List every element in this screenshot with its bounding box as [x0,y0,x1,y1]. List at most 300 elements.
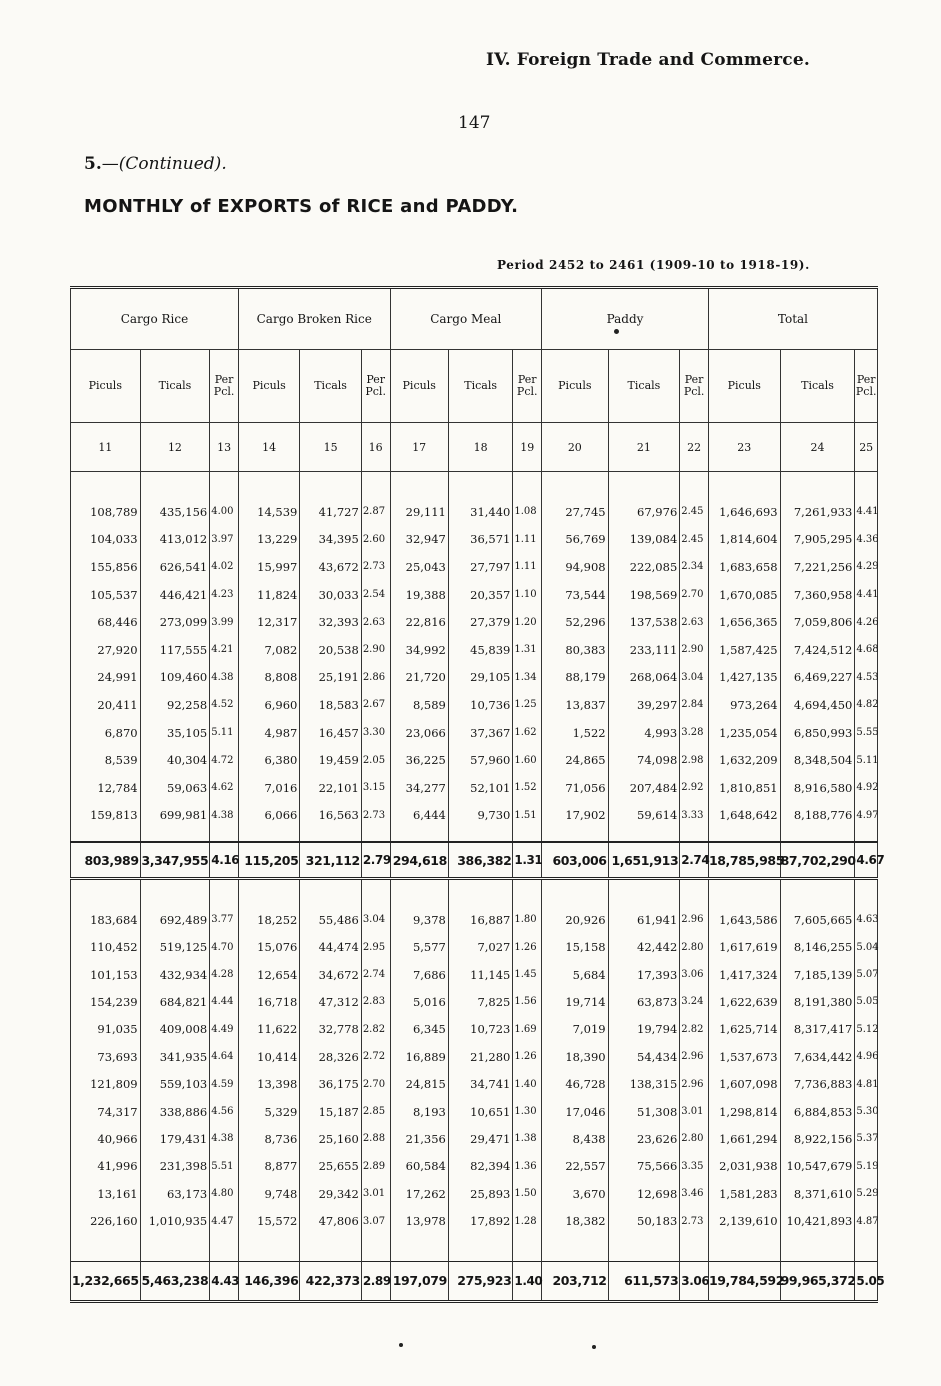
value-cell: 45,839 [448,636,513,664]
per-picul-cell: 4.41 [855,498,878,526]
value-cell: 1,235,054 [708,719,780,747]
per-picul-cell: 3.33 [680,802,709,830]
value-cell: 226,160 [71,1207,141,1234]
per-picul-cell: 2.67 [361,691,390,719]
value-cell: 105,537 [71,581,141,609]
table-row [71,1207,878,1234]
value-cell: 1,607,098 [708,1070,780,1097]
per-picul-cell: 2.85 [361,1098,390,1125]
empty-cell [708,829,780,842]
value-cell: 16,718 [238,988,299,1015]
column-number: 18 [448,423,513,472]
per-picul-cell: 4.26 [855,608,878,636]
value-cell: 27,920 [71,636,141,664]
value-cell: 2,139,610 [708,1207,780,1234]
value-cell: 9,748 [238,1180,299,1207]
value-cell: 1,651,913 [608,842,680,879]
value-cell: 92,258 [140,691,210,719]
per-picul-cell: 1.34 [513,664,542,692]
column-header: Ticals [448,350,513,423]
ink-dot [592,1345,596,1349]
value-cell: 17,892 [448,1207,513,1234]
per-picul-cell: 4.63 [855,906,878,933]
table-number: 5. [84,154,102,174]
value-cell: 29,342 [300,1180,361,1207]
value-cell: 7,905,295 [780,526,855,554]
per-picul-cell: 4.02 [210,553,239,581]
value-cell: 41,727 [300,498,361,526]
per-picul-cell: 4.64 [210,1043,239,1070]
per-picul-cell: 2.73 [361,802,390,830]
per-picul-cell: 4.21 [210,636,239,664]
table-row [71,608,878,636]
value-cell: 6,870 [71,719,141,747]
value-cell: 68,446 [71,608,141,636]
value-cell: 1,648,642 [708,802,780,830]
column-number: 23 [708,423,780,472]
value-cell: 7,360,958 [780,581,855,609]
empty-cell [210,472,239,499]
value-cell: 8,371,610 [780,1180,855,1207]
value-cell: 20,357 [448,581,513,609]
per-picul-cell: 2.80 [680,1125,709,1152]
value-cell: 10,736 [448,691,513,719]
column-number: 15 [300,423,361,472]
per-picul-cell: 3.04 [680,664,709,692]
value-cell: 94,908 [542,553,609,581]
column-number: 16 [361,423,390,472]
column-number: 24 [780,423,855,472]
value-cell: 22,557 [542,1153,609,1180]
empty-cell [680,879,709,907]
per-picul-cell: 2.90 [361,636,390,664]
table-row [71,581,878,609]
per-picul-cell: 1.60 [513,746,542,774]
value-cell: 7,082 [238,636,299,664]
value-cell: 5,577 [390,934,448,961]
table-row [71,961,878,988]
per-picul-cell: 2.82 [680,1016,709,1043]
value-cell: 54,434 [608,1043,680,1070]
per-picul-cell: 5.19 [855,1153,878,1180]
value-cell: 115,205 [238,842,299,879]
empty-cell [855,879,878,907]
table-row [71,906,878,933]
value-cell: 8,191,380 [780,988,855,1015]
empty-cell [542,472,609,499]
empty-cell [680,1235,709,1262]
value-cell: 6,884,853 [780,1098,855,1125]
value-cell: 11,824 [238,581,299,609]
empty-cell [780,472,855,499]
per-picul-cell: 1.20 [513,608,542,636]
per-picul-cell: 1.80 [513,906,542,933]
per-picul-cell: 5.37 [855,1125,878,1152]
spacer-row [71,1235,878,1262]
value-cell: 18,252 [238,906,299,933]
continued-text: —(Continued). [101,154,227,174]
table-title: MONTHLY of EXPORTS of RICE and PADDY. [84,196,519,217]
per-picul-cell: 1.45 [513,961,542,988]
value-cell: 7,185,139 [780,961,855,988]
per-picul-cell: 4.72 [210,746,239,774]
table-row [71,719,878,747]
column-header: Ticals [608,350,680,423]
value-cell: 25,655 [300,1153,361,1180]
per-picul-cell: 4.59 [210,1070,239,1097]
empty-cell [608,1235,680,1262]
table-row [71,1098,878,1125]
empty-cell [855,829,878,842]
value-cell: 40,304 [140,746,210,774]
value-cell: 231,398 [140,1153,210,1180]
value-cell: 15,187 [300,1098,361,1125]
value-cell: 321,112 [300,842,361,879]
spacer-row [71,472,878,499]
value-cell: 25,191 [300,664,361,692]
value-cell: 30,033 [300,581,361,609]
value-cell: 74,098 [608,746,680,774]
per-picul-cell: 3.99 [210,608,239,636]
value-cell: 446,421 [140,581,210,609]
period-label: Period 2452 to 2461 (1909-10 to 1918-19). [497,258,810,272]
value-cell: 34,395 [300,526,361,554]
value-cell: 699,981 [140,802,210,830]
per-picul-cell: 1.62 [513,719,542,747]
empty-cell [71,829,141,842]
value-cell: 519,125 [140,934,210,961]
value-cell: 21,356 [390,1125,448,1152]
per-picul-cell: 2.45 [680,498,709,526]
value-cell: 36,225 [390,746,448,774]
value-cell: 75,566 [608,1153,680,1180]
column-header: Piculs [390,350,448,423]
value-cell: 10,421,893 [780,1207,855,1234]
per-picul-cell: 2.60 [361,526,390,554]
value-cell: 7,424,512 [780,636,855,664]
value-cell: 19,459 [300,746,361,774]
per-picul-cell: 1.11 [513,526,542,554]
per-picul-cell: 2.86 [361,664,390,692]
value-cell: 32,393 [300,608,361,636]
value-cell: 139,084 [608,526,680,554]
value-cell: 8,922,156 [780,1125,855,1152]
empty-cell [708,1235,780,1262]
value-cell: 16,887 [448,906,513,933]
value-cell: 17,262 [390,1180,448,1207]
value-cell: 24,991 [71,664,141,692]
table-row [71,691,878,719]
empty-cell [210,829,239,842]
per-picul-cell: 4.38 [210,664,239,692]
empty-cell [71,1235,141,1262]
per-picul-cell: 1.28 [513,1207,542,1234]
value-cell: 23,626 [608,1125,680,1152]
per-picul-cell: 3.01 [680,1098,709,1125]
empty-cell [780,829,855,842]
empty-cell [71,472,141,499]
value-cell: 9,378 [390,906,448,933]
value-cell: 51,308 [608,1098,680,1125]
per-picul-cell: 5.30 [855,1098,878,1125]
per-picul-cell: 1.52 [513,774,542,802]
value-cell: 74,317 [71,1098,141,1125]
column-header: Per Pcl. [513,350,542,423]
column-header: Piculs [238,350,299,423]
value-cell: 4,987 [238,719,299,747]
per-picul-cell: 2.80 [680,934,709,961]
value-cell: 5,016 [390,988,448,1015]
per-picul-cell: 2.98 [680,746,709,774]
value-cell: 1,622,639 [708,988,780,1015]
value-cell: 88,179 [542,664,609,692]
value-cell: 39,297 [608,691,680,719]
empty-cell [71,879,141,907]
empty-cell [608,472,680,499]
value-cell: 16,457 [300,719,361,747]
value-cell: 6,850,993 [780,719,855,747]
value-cell: 23,066 [390,719,448,747]
value-cell: 25,893 [448,1180,513,1207]
per-picul-cell: 4.67 [855,842,878,879]
value-cell: 17,393 [608,961,680,988]
per-picul-cell: 4.44 [210,988,239,1015]
value-cell: 1,617,619 [708,934,780,961]
value-cell: 409,008 [140,1016,210,1043]
value-cell: 10,651 [448,1098,513,1125]
per-picul-cell: 1.31 [513,842,542,879]
value-cell: 386,382 [448,842,513,879]
value-cell: 121,809 [71,1070,141,1097]
spacer-row [71,879,878,907]
per-picul-cell: 1.69 [513,1016,542,1043]
value-cell: 7,019 [542,1016,609,1043]
per-picul-cell: 2.83 [361,988,390,1015]
value-cell: 973,264 [708,691,780,719]
empty-cell [300,1235,361,1262]
value-cell: 21,280 [448,1043,513,1070]
per-picul-cell: 5.29 [855,1180,878,1207]
value-cell: 1,298,814 [708,1098,780,1125]
value-cell: 268,064 [608,664,680,692]
value-cell: 36,175 [300,1070,361,1097]
empty-cell [448,879,513,907]
value-cell: 3,670 [542,1180,609,1207]
column-header: Per Pcl. [855,350,878,423]
ink-dot [399,1343,403,1347]
empty-cell [238,1235,299,1262]
empty-cell [390,829,448,842]
value-cell: 626,541 [140,553,210,581]
per-picul-cell: 2.70 [361,1070,390,1097]
per-picul-cell: 3.04 [361,906,390,933]
value-cell: 1,646,693 [708,498,780,526]
value-cell: 71,056 [542,774,609,802]
value-cell: 60,584 [390,1153,448,1180]
value-cell: 80,383 [542,636,609,664]
table-continued-label [84,154,227,174]
value-cell: 15,076 [238,934,299,961]
value-cell: 207,484 [608,774,680,802]
per-picul-cell: 1.56 [513,988,542,1015]
per-picul-cell: 2.96 [680,906,709,933]
value-cell: 6,469,227 [780,664,855,692]
empty-cell [300,472,361,499]
value-cell: 1,625,714 [708,1016,780,1043]
value-cell: 63,873 [608,988,680,1015]
empty-cell [708,472,780,499]
value-cell: 34,741 [448,1070,513,1097]
value-cell: 36,571 [448,526,513,554]
value-cell: 31,440 [448,498,513,526]
per-picul-cell: 2.72 [361,1043,390,1070]
table-row [71,1153,878,1180]
value-cell: 34,992 [390,636,448,664]
value-cell: 28,326 [300,1043,361,1070]
value-cell: 1,814,604 [708,526,780,554]
value-cell: 29,105 [448,664,513,692]
value-cell: 138,315 [608,1070,680,1097]
per-picul-cell: 1.31 [513,636,542,664]
value-cell: 8,348,504 [780,746,855,774]
value-cell: 6,380 [238,746,299,774]
value-cell: 179,431 [140,1125,210,1152]
value-cell: 32,947 [390,526,448,554]
subheader-row [71,350,878,423]
table-row [71,526,878,554]
empty-cell [542,1235,609,1262]
value-cell: 46,728 [542,1070,609,1097]
per-picul-cell: 4.81 [855,1070,878,1097]
value-cell: 1,581,283 [708,1180,780,1207]
per-picul-cell: 4.52 [210,691,239,719]
value-cell: 10,414 [238,1043,299,1070]
value-cell: 7,686 [390,961,448,988]
column-header: Piculs [71,350,141,423]
value-cell: 7,736,883 [780,1070,855,1097]
value-cell: 5,463,238 [140,1261,210,1301]
value-cell: 15,158 [542,934,609,961]
empty-cell [238,879,299,907]
value-cell: 1,232,665 [71,1261,141,1301]
value-cell: 275,923 [448,1261,513,1301]
per-picul-cell: 3.24 [680,988,709,1015]
per-picul-cell: 4.80 [210,1180,239,1207]
per-picul-cell: 2.73 [680,1207,709,1234]
value-cell: 9,730 [448,802,513,830]
value-cell: 22,816 [390,608,448,636]
column-number-row [71,423,878,472]
value-cell: 67,976 [608,498,680,526]
value-cell: 1,427,135 [708,664,780,692]
per-picul-cell: 3.35 [680,1153,709,1180]
value-cell: 7,027 [448,934,513,961]
value-cell: 27,797 [448,553,513,581]
empty-cell [238,472,299,499]
value-cell: 47,806 [300,1207,361,1234]
table-row [71,498,878,526]
per-picul-cell: 5.05 [855,988,878,1015]
value-cell: 15,572 [238,1207,299,1234]
value-cell: 3,347,955 [140,842,210,879]
per-picul-cell: 2.54 [361,581,390,609]
per-picul-cell: 4.70 [210,934,239,961]
per-picul-cell: 2.34 [680,553,709,581]
per-picul-cell: 3.28 [680,719,709,747]
per-picul-cell: 1.10 [513,581,542,609]
exports-table [70,286,885,1303]
per-picul-cell: 5.05 [855,1261,878,1301]
value-cell: 7,605,665 [780,906,855,933]
per-picul-cell: 1.40 [513,1261,542,1301]
per-picul-cell: 3.06 [680,961,709,988]
value-cell: 1,661,294 [708,1125,780,1152]
value-cell: 44,474 [300,934,361,961]
value-cell: 50,183 [608,1207,680,1234]
per-picul-cell: 4.68 [855,636,878,664]
value-cell: 42,442 [608,934,680,961]
empty-cell [300,879,361,907]
value-cell: 273,099 [140,608,210,636]
value-cell: 4,694,450 [780,691,855,719]
value-cell: 7,634,442 [780,1043,855,1070]
value-cell: 803,989 [71,842,141,879]
value-cell: 413,012 [140,526,210,554]
empty-cell [513,1235,542,1262]
per-picul-cell: 1.51 [513,802,542,830]
per-picul-cell: 1.25 [513,691,542,719]
empty-cell [361,472,390,499]
empty-cell [300,829,361,842]
per-picul-cell: 4.92 [855,774,878,802]
table-row [71,1180,878,1207]
empty-cell [140,1235,210,1262]
value-cell: 19,714 [542,988,609,1015]
value-cell: 47,312 [300,988,361,1015]
column-header: Per Pcl. [680,350,709,423]
empty-cell [542,879,609,907]
per-picul-cell: 5.12 [855,1016,878,1043]
column-header: Ticals [300,350,361,423]
value-cell: 10,723 [448,1016,513,1043]
per-picul-cell: 3.77 [210,906,239,933]
per-picul-cell: 3.97 [210,526,239,554]
per-picul-cell: 4.62 [210,774,239,802]
value-cell: 25,160 [300,1125,361,1152]
value-cell: 20,411 [71,691,141,719]
value-cell: 101,153 [71,961,141,988]
value-cell: 7,221,256 [780,553,855,581]
per-picul-cell: 3.46 [680,1180,709,1207]
value-cell: 73,544 [542,581,609,609]
empty-cell [448,829,513,842]
per-picul-cell: 1.11 [513,553,542,581]
value-cell: 432,934 [140,961,210,988]
value-cell: 18,785,985 [708,842,780,879]
value-cell: 41,996 [71,1153,141,1180]
table-body [71,472,885,1302]
per-picul-cell: 5.11 [210,719,239,747]
value-cell: 17,902 [542,802,609,830]
per-picul-cell: 2.87 [361,498,390,526]
column-number: 17 [390,423,448,472]
per-picul-cell: 2.74 [361,961,390,988]
table-row [71,988,878,1015]
per-picul-cell: 3.15 [361,774,390,802]
value-cell: 20,926 [542,906,609,933]
per-picul-cell: 5.51 [210,1153,239,1180]
empty-cell [140,472,210,499]
